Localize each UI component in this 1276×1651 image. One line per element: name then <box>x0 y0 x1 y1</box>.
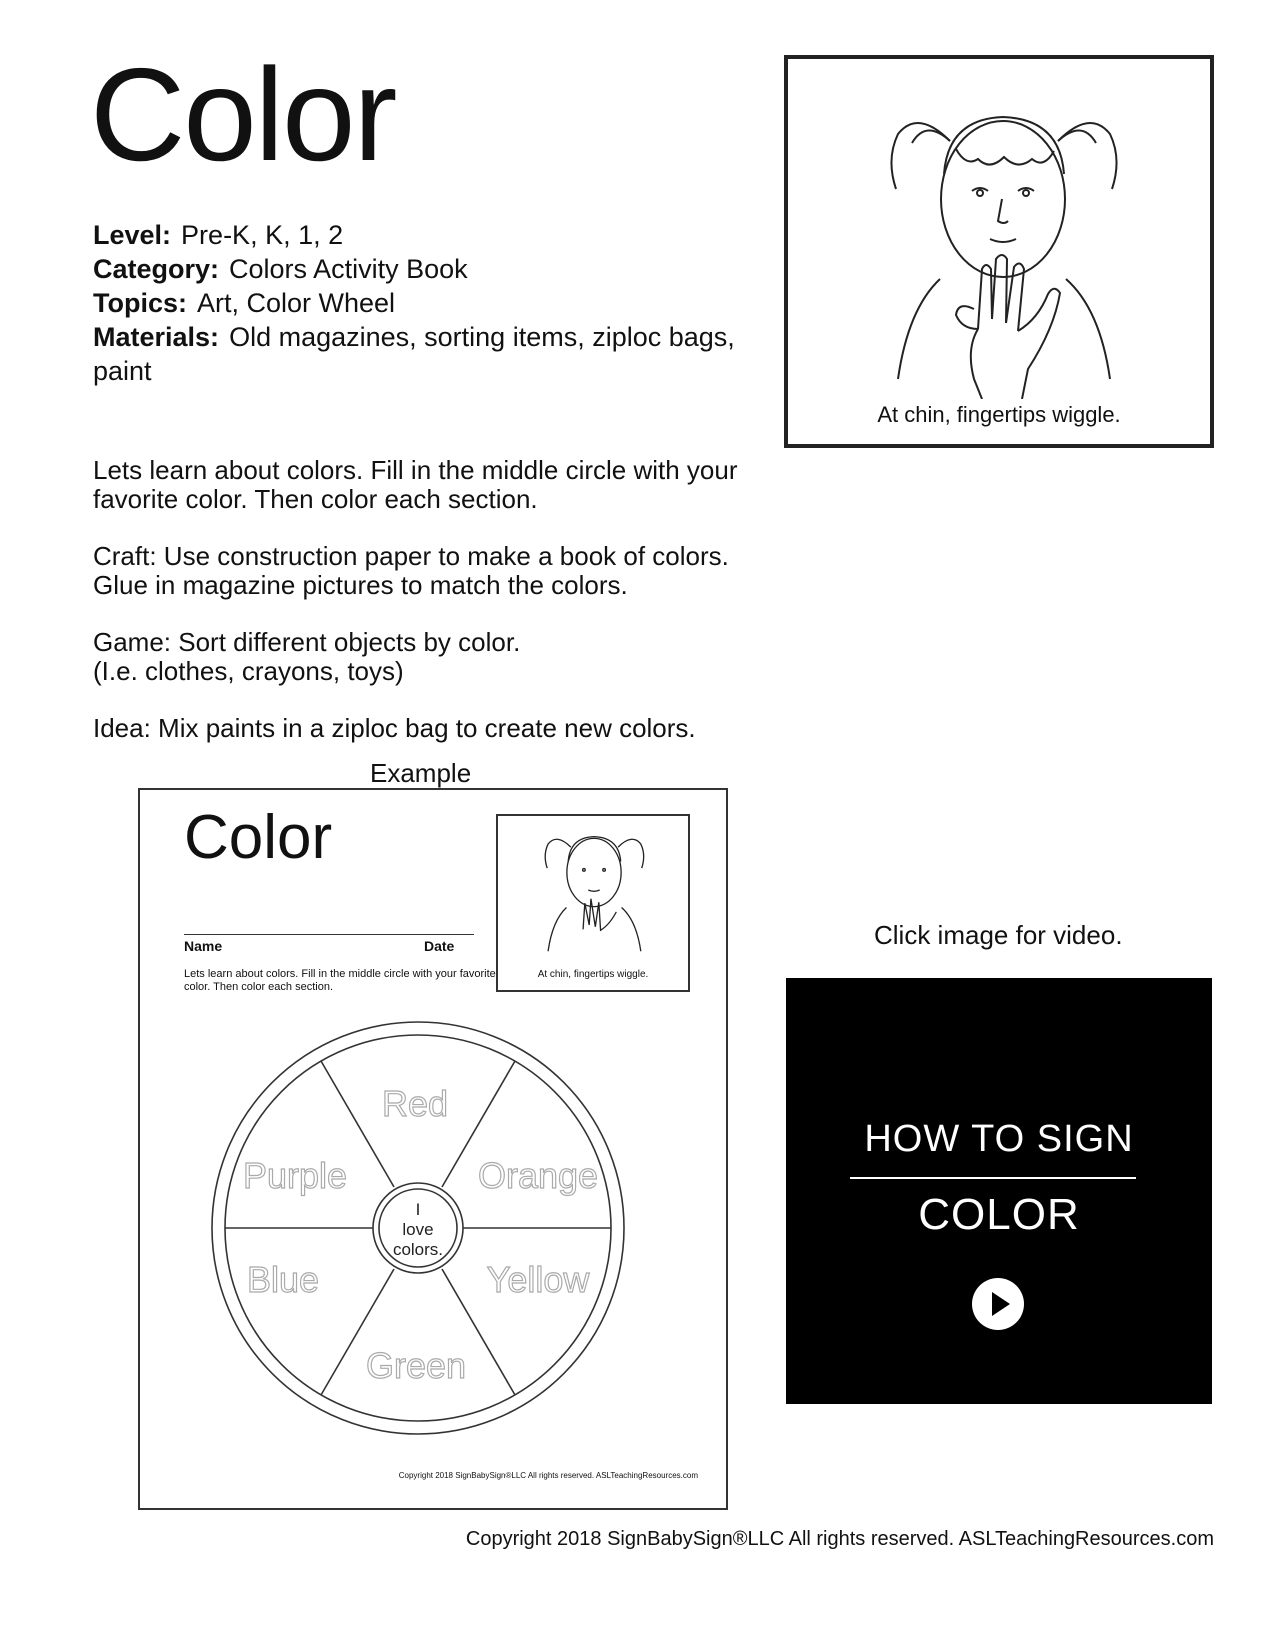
segment-label-red: Red <box>381 1083 449 1124</box>
sign-caption: At chin, fingertips wiggle. <box>877 402 1121 427</box>
name-line <box>184 934 474 935</box>
level-row <box>93 218 343 252</box>
intro-paragraph: Lets learn about colors. Fill in the middle circle with your favorite color. Then color each section. <box>93 455 738 514</box>
materials-row <box>93 320 753 388</box>
category-value: Colors Activity Book <box>229 254 468 284</box>
example-title: Color <box>184 803 333 872</box>
example-girl-illustration <box>534 820 654 960</box>
play-button[interactable] <box>972 1278 1024 1330</box>
example-name-label: Name <box>184 938 223 954</box>
segment-label-blue: Blue <box>246 1259 320 1300</box>
idea-paragraph: Idea: Mix paints in a ziploc bag to create new colors. <box>93 713 696 743</box>
video-label: Click image for video. <box>874 920 1123 950</box>
example-worksheet <box>138 788 728 1510</box>
example-instructions: Lets learn about colors. Fill in the middle circle with your favorite color. Then color each section. <box>184 968 496 993</box>
topics-label: Topics: <box>93 288 187 318</box>
craft-paragraph: Craft: Use construction paper to make a book of colors. Glue in magazine pictures to match the colors. <box>93 541 729 600</box>
example-copyright: Copyright 2018 SignBabySign®LLC All rights reserved. ASLTeachingResources.com <box>398 1471 698 1480</box>
materials-label: Materials: <box>93 322 220 352</box>
girl-signing-illustration <box>878 79 1128 399</box>
page-title: Color <box>90 41 396 188</box>
segment-label-orange: Orange <box>477 1155 599 1196</box>
category-label: Category: <box>93 254 220 284</box>
color-wheel <box>208 1018 628 1438</box>
center-text-line1: I <box>415 1200 421 1219</box>
category-row <box>93 252 468 286</box>
example-label: Example <box>370 758 472 788</box>
center-text-line2: love <box>402 1220 434 1239</box>
example-date-label: Date <box>424 938 455 954</box>
video-title-line1: HOW TO SIGN <box>864 1118 1134 1160</box>
video-divider <box>850 1177 1136 1179</box>
video-thumbnail[interactable] <box>786 978 1212 1404</box>
segment-label-yellow: Yellow <box>486 1259 590 1300</box>
level-value: Pre-K, K, 1, 2 <box>181 220 344 250</box>
sign-illustration-box <box>784 55 1214 448</box>
center-text-line3: colors. <box>392 1240 444 1259</box>
game-paragraph-line2: (I.e. clothes, crayons, toys) <box>93 656 404 686</box>
segment-label-green: Green <box>365 1345 467 1386</box>
play-icon <box>972 1278 1024 1330</box>
example-sign-caption: At chin, fingertips wiggle. <box>537 969 649 980</box>
materials-value: Old magazines, sorting items, ziploc bags, paint <box>93 322 735 386</box>
video-title-line2: COLOR <box>918 1190 1080 1239</box>
segment-label-purple: Purple <box>242 1155 348 1196</box>
topics-row <box>93 286 395 320</box>
level-label: Level: <box>93 220 172 250</box>
topics-value: Art, Color Wheel <box>197 288 396 318</box>
page-copyright: Copyright 2018 SignBabySign®LLC All rights reserved. ASLTeachingResources.com <box>465 1528 1214 1550</box>
game-paragraph-line1: Game: Sort different objects by color. <box>93 627 521 657</box>
example-sign-box <box>496 814 690 992</box>
